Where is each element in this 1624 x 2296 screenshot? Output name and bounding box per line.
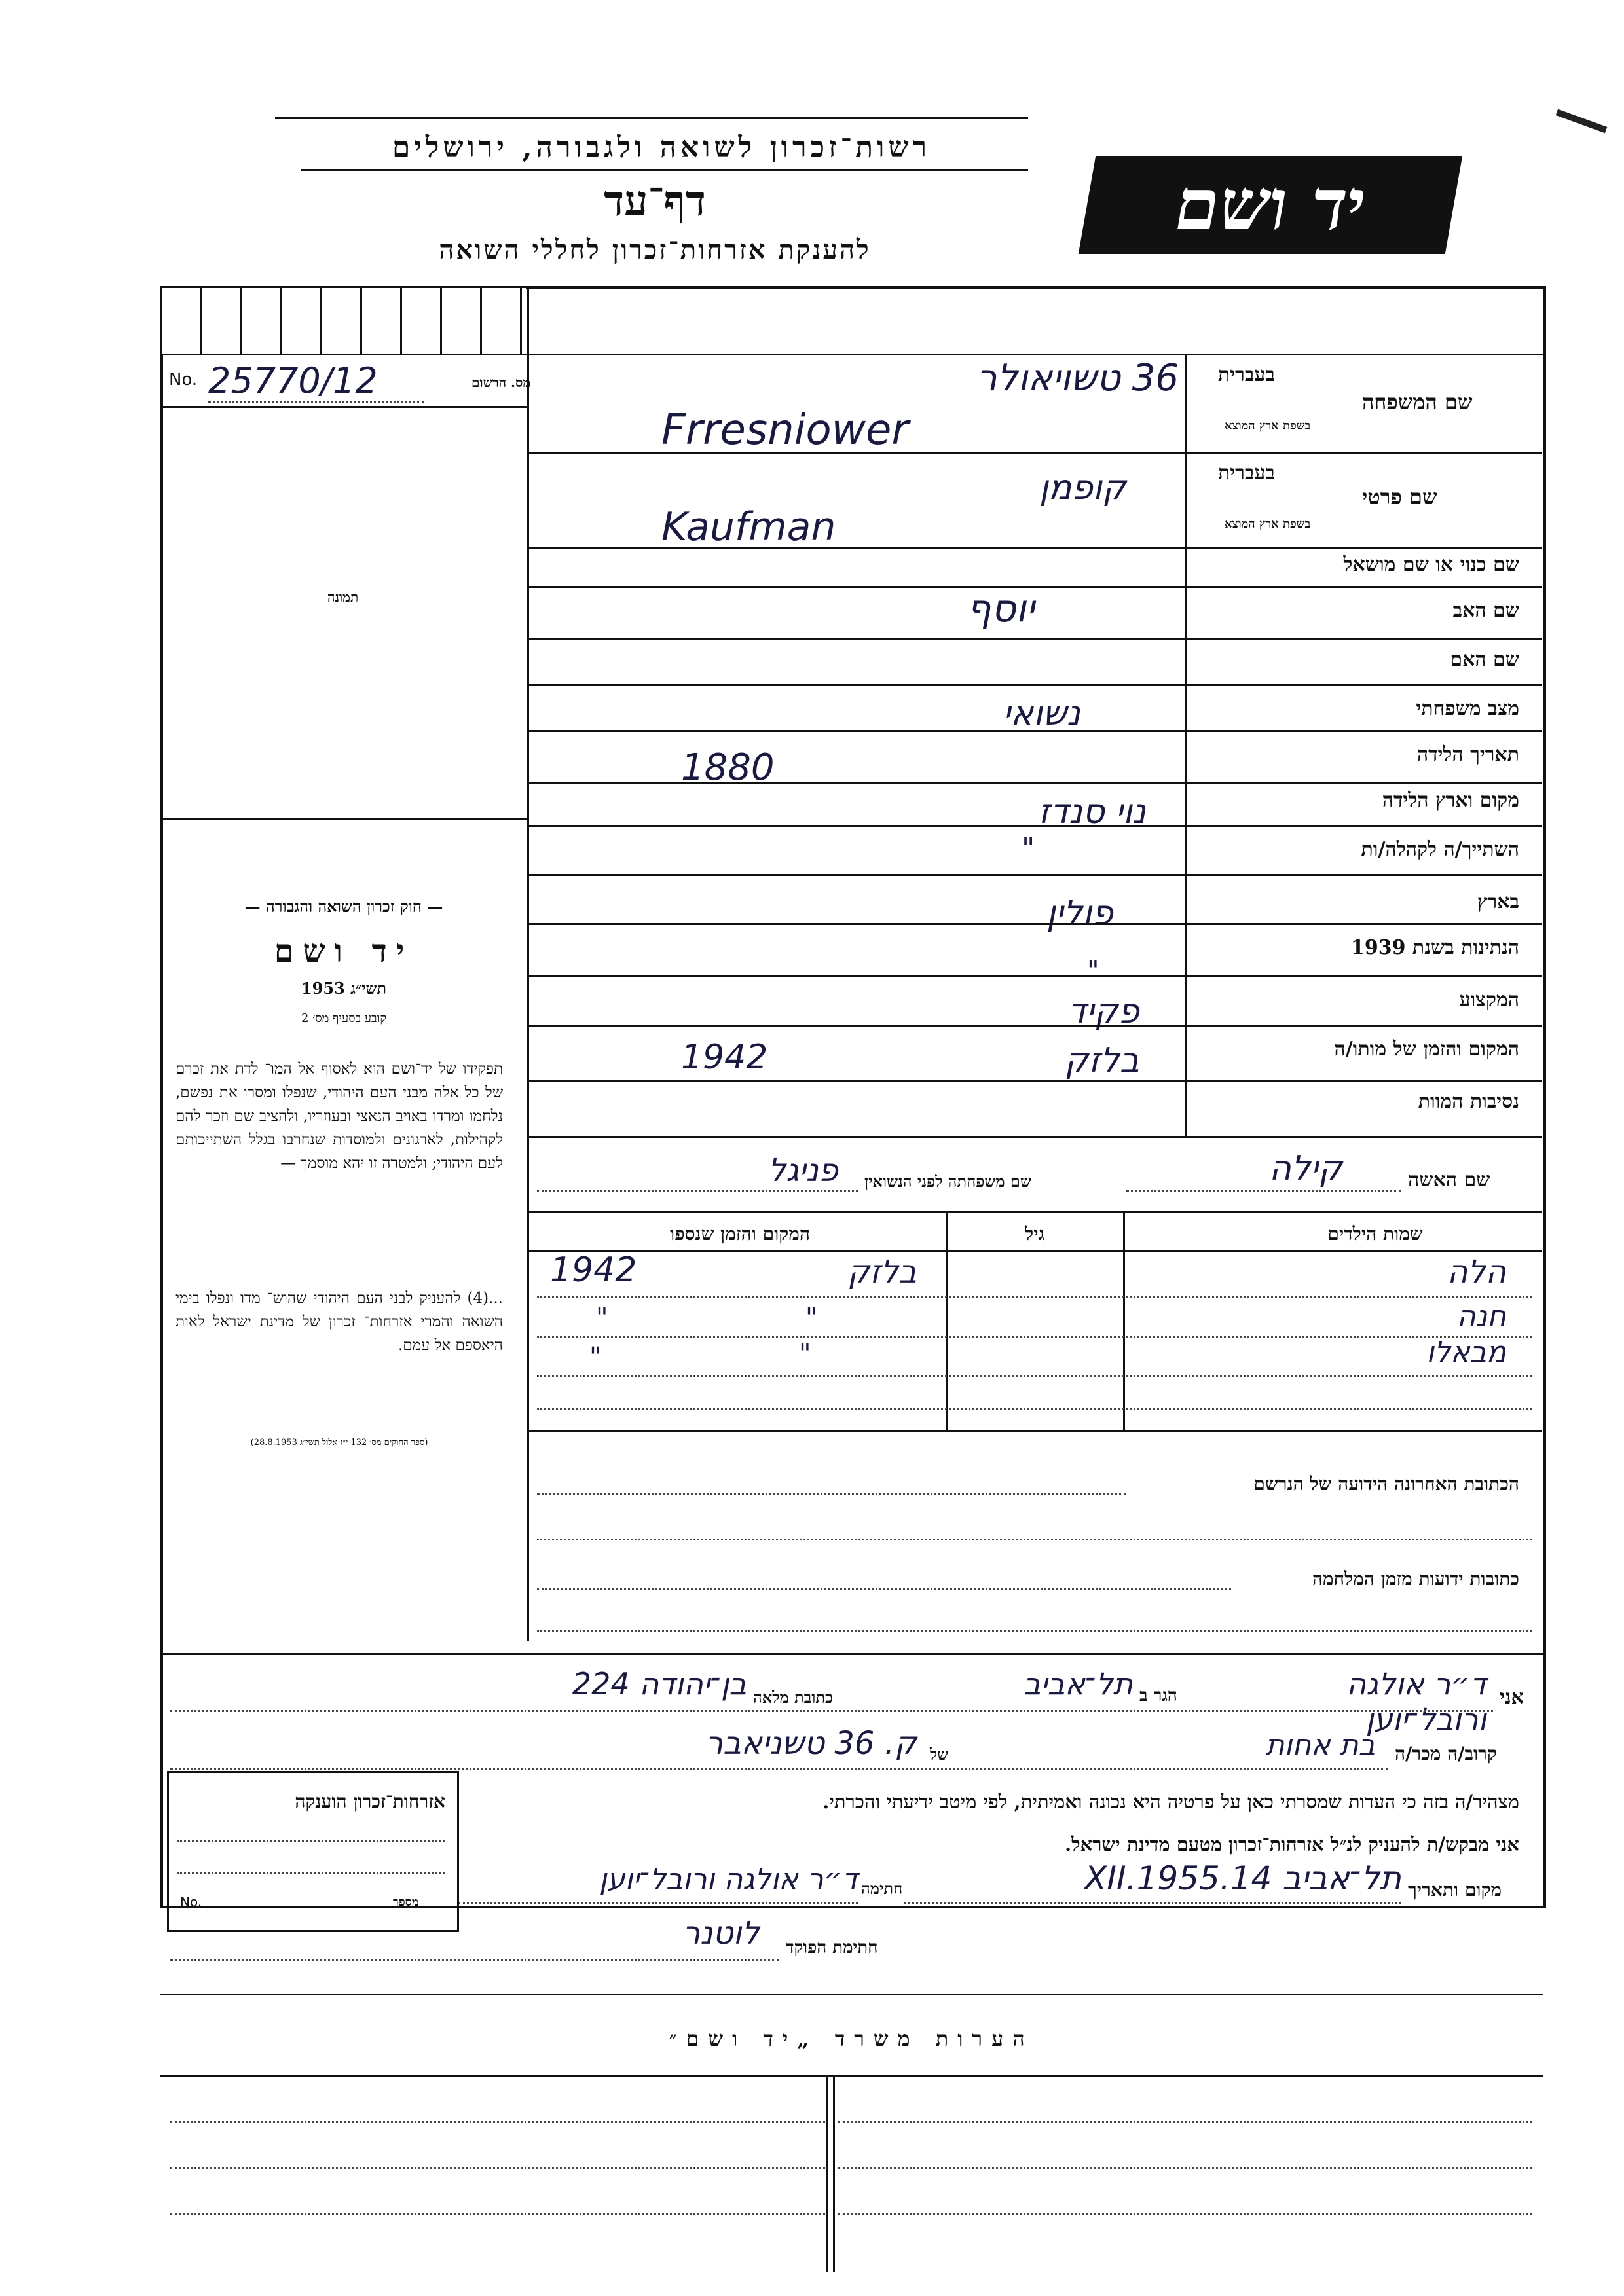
header-rule bbox=[275, 117, 1028, 119]
child-name: הלה bbox=[1447, 1254, 1506, 1290]
reg-heb-label: מס. הרשום bbox=[471, 374, 531, 390]
notes-line bbox=[838, 2167, 1532, 2169]
family-name-label: שם המשפחה bbox=[1362, 390, 1473, 414]
box-line bbox=[177, 1840, 445, 1842]
wife-value: קילה bbox=[1268, 1149, 1342, 1188]
reg-no-label: No. bbox=[169, 370, 198, 390]
rule bbox=[527, 452, 1542, 454]
box-no-label: No. bbox=[180, 1894, 202, 1910]
first-hebrew-label: בעברית bbox=[1218, 462, 1275, 484]
profession-value: פקיד bbox=[1067, 992, 1139, 1031]
family-origin-value: Frresniower bbox=[661, 406, 909, 454]
child-row-line bbox=[537, 1408, 1532, 1410]
office-notes-title: הערות משרד „יד ושם״ bbox=[669, 2026, 1034, 2051]
header-title: דף־עד bbox=[604, 177, 706, 226]
children-place-header: המקום והזמן שנספו bbox=[670, 1223, 810, 1245]
rule bbox=[527, 975, 1542, 977]
top-row-rule bbox=[160, 354, 1543, 355]
war-addresses-label: כתובות ידועות מזמן המלחמה bbox=[1312, 1568, 1519, 1590]
rule bbox=[160, 1653, 1543, 1655]
decl-line bbox=[904, 1902, 1401, 1904]
death-place: בלזק bbox=[1064, 1041, 1139, 1080]
rule bbox=[527, 684, 1542, 686]
mother-label: שם האם bbox=[1450, 648, 1519, 671]
address-dotline bbox=[537, 1630, 1532, 1632]
decl-line bbox=[170, 1710, 1493, 1712]
rule bbox=[527, 638, 1542, 640]
community-value: " bbox=[1022, 831, 1035, 865]
child-year: " bbox=[596, 1303, 608, 1333]
nickname-label: שם כנוי או שם מושאל bbox=[1343, 553, 1519, 576]
decl-line bbox=[170, 1959, 779, 1961]
rule bbox=[527, 1025, 1542, 1027]
law-name: יד ושם bbox=[274, 933, 414, 970]
child-place: בלזק bbox=[847, 1254, 917, 1290]
law-clause: קובע בסעיף מס׳ 2 bbox=[301, 1011, 386, 1025]
decl-statement1: מצהיר/ה בזה כי העדות שמסרתי כאן על פרטיה היא נכונה ואמיתית, לפי מיטב ידיעתי והכרתי. bbox=[822, 1791, 1519, 1813]
maiden-label: שם משפחתה לפני הנשואין bbox=[864, 1172, 1031, 1191]
column-divider bbox=[527, 286, 529, 1641]
label-divider bbox=[1185, 354, 1187, 1136]
children-names-header: שמות הילדים bbox=[1327, 1223, 1423, 1245]
address-dotline bbox=[537, 1539, 1532, 1540]
family-hebrew-value: 36 טשויאולר bbox=[976, 357, 1179, 399]
decl-place-date-label: מקום ותאריך bbox=[1408, 1879, 1502, 1901]
law-para1: תפקידו של יד־ושם הוא לאסוף אל המו־ לדת את זכרם של כל אלה מבני העם היהודי, שנפלו ומסרו את נפשם, נלחמו ומרדו באויב הנאצי ובעוזריו, ולהציב שם וזכר להם לקהילות, לארגונים ולמוסדות שנחרבו בגלל השתייכותם לעם היהודי; ולמטרה זו יהא מוסמך — bbox=[175, 1061, 503, 1172]
marital-label: מצב משפחתי bbox=[1416, 697, 1519, 720]
last-address-label: הכתובת האחרונה הידועה של הנרשם bbox=[1253, 1473, 1519, 1495]
rule bbox=[527, 1080, 1542, 1082]
decl-signature-label: חתימה bbox=[861, 1879, 903, 1898]
notes-line bbox=[170, 2213, 825, 2215]
notes-line bbox=[838, 2213, 1532, 2215]
child-place: " bbox=[799, 1339, 811, 1369]
birth-place-label: מקום וארץ הלידה bbox=[1382, 789, 1519, 812]
death-year: 1942 bbox=[681, 1038, 768, 1077]
rule bbox=[527, 1136, 1542, 1138]
box-heb-no: מספר bbox=[393, 1895, 419, 1909]
first-origin-label: בשפת ארץ המוצא bbox=[1225, 517, 1311, 531]
children-age-header: גיל bbox=[1025, 1223, 1044, 1245]
first-origin-value: Kaufman bbox=[661, 504, 836, 550]
child-name: חנה bbox=[1456, 1300, 1506, 1333]
birth-date-label: תאריך הלידה bbox=[1416, 743, 1519, 766]
scan-mark bbox=[1556, 109, 1608, 134]
yad-vashem-logo: יד ושם bbox=[1079, 156, 1462, 254]
decl-signature-value: ד״ר אולגה ורובל־יוען bbox=[599, 1863, 858, 1896]
decl-i-value: ד״ר אולגה ורובל־יוען bbox=[1346, 1666, 1486, 1737]
law-year: תשי״ג 1953 bbox=[301, 979, 387, 998]
citizenship-label: הנתינות בשנת 1939 bbox=[1350, 936, 1519, 959]
decl-i-label: אני bbox=[1500, 1686, 1524, 1709]
law-title: — חוק זכרון השואה והגבורה — bbox=[244, 897, 443, 916]
maiden-value: פניגל bbox=[768, 1152, 838, 1189]
birth-place-value: נוי סנדז bbox=[1038, 792, 1146, 831]
decl-official-value: לוטנר bbox=[682, 1915, 760, 1952]
rule bbox=[527, 730, 1542, 732]
notes-divider bbox=[826, 2075, 828, 2272]
death-label: המקום והזמן של מותו/ה bbox=[1334, 1038, 1519, 1061]
rule bbox=[527, 923, 1542, 925]
decl-address-value: בן־יהודה 224 bbox=[572, 1666, 747, 1702]
rule bbox=[527, 586, 1542, 588]
decl-official-label: חתימת הפוקד bbox=[786, 1938, 878, 1958]
address-dotline bbox=[537, 1588, 1231, 1590]
rule bbox=[527, 1250, 1542, 1252]
notes-divider bbox=[833, 2075, 835, 2272]
child-year: " bbox=[589, 1342, 602, 1372]
decl-of-label: של bbox=[930, 1745, 949, 1764]
decl-statement2: אני מבקש/ת להעניק לנ״ל אזרחות־זכרון מטעם מדינת ישראל. bbox=[1065, 1833, 1519, 1855]
first-name-label: שם פרטי bbox=[1362, 484, 1437, 509]
rule bbox=[527, 782, 1542, 784]
citizenship-value: " bbox=[1087, 956, 1099, 986]
notes-line bbox=[838, 2121, 1532, 2123]
code-boxes bbox=[162, 288, 526, 354]
decl-of-value: ק. 36 טשניאבר bbox=[705, 1725, 917, 1762]
decl-relative-value: בת אחות bbox=[1265, 1728, 1375, 1762]
birth-date-value: 1880 bbox=[681, 746, 775, 789]
profession-label: המקצוע bbox=[1459, 989, 1519, 1011]
children-col-divider bbox=[946, 1211, 948, 1430]
decl-resident-value: תל־אביב bbox=[1023, 1666, 1133, 1702]
wife-dotline bbox=[1126, 1190, 1401, 1192]
child-row-line bbox=[537, 1375, 1532, 1377]
reg-number: 25770/12 bbox=[208, 360, 424, 403]
rule bbox=[527, 825, 1542, 827]
rule bbox=[527, 1211, 1542, 1213]
photo-label: תמונה bbox=[327, 589, 359, 605]
marital-value: נשואי bbox=[1003, 694, 1080, 733]
header-underline bbox=[301, 169, 1028, 171]
law-source: (ספר החוקים מס׳ 132 י״ז אלול תשי״ג 28.8.1953) bbox=[250, 1438, 428, 1448]
address-dotline bbox=[537, 1493, 1126, 1495]
father-value: יוסף bbox=[967, 586, 1035, 630]
child-row-line bbox=[537, 1296, 1532, 1298]
decl-line bbox=[170, 1768, 1388, 1770]
header-authority: רשות־זכרון לשואה ולגבורה, ירושלים bbox=[392, 131, 931, 164]
rule bbox=[160, 2075, 1543, 2077]
box-line bbox=[177, 1872, 445, 1874]
photo-rule bbox=[160, 818, 527, 820]
citizenship-box-title: אזרחות־זכרון הוענקה bbox=[295, 1791, 445, 1812]
header-subtitle: להענקת אזרחות־זכרון לחללי השואה bbox=[439, 234, 871, 265]
rule bbox=[527, 874, 1542, 876]
notes-line bbox=[170, 2167, 825, 2169]
first-hebrew-value: קופמן bbox=[1039, 468, 1126, 507]
country-label: בארץ bbox=[1477, 890, 1519, 913]
decl-place-date-value: תל־אביב 14.XII.1955 bbox=[1084, 1859, 1401, 1897]
decl-relative-label: קרוב/ה מכר/ה bbox=[1395, 1743, 1497, 1764]
wife-label: שם האשה bbox=[1408, 1169, 1490, 1192]
child-year: 1942 bbox=[550, 1250, 637, 1290]
family-origin-label: בשפת ארץ המוצא bbox=[1225, 419, 1311, 433]
community-label: השתייך/ה לקהלה/ות bbox=[1361, 838, 1519, 861]
decl-address-label: כתובת מלאה bbox=[753, 1688, 833, 1707]
child-place: " bbox=[805, 1303, 818, 1333]
rule bbox=[160, 1994, 1543, 1995]
father-label: שם האב bbox=[1452, 599, 1519, 622]
law-para2: ...(4) להעניק לבני העם היהודי שהוש־ מדו ונפלו בימי השואה והמרי אזרחות־ זכרון של מדינת ישראל לאות היאספם אל עמם. bbox=[175, 1290, 503, 1354]
circumstances-label: נסיבות המוות bbox=[1418, 1090, 1519, 1113]
reg-rule bbox=[160, 406, 527, 408]
children-col-divider bbox=[1123, 1211, 1125, 1430]
rule bbox=[527, 1430, 1542, 1432]
child-name: מבאלו bbox=[1426, 1336, 1506, 1369]
country-value: פולין bbox=[1046, 894, 1113, 933]
decl-resident-label: הגר ב bbox=[1139, 1686, 1177, 1705]
decl-line bbox=[458, 1902, 858, 1904]
rule bbox=[527, 547, 1542, 549]
maiden-dotline bbox=[537, 1190, 858, 1192]
notes-line bbox=[170, 2121, 825, 2123]
family-hebrew-label: בעברית bbox=[1218, 363, 1275, 386]
